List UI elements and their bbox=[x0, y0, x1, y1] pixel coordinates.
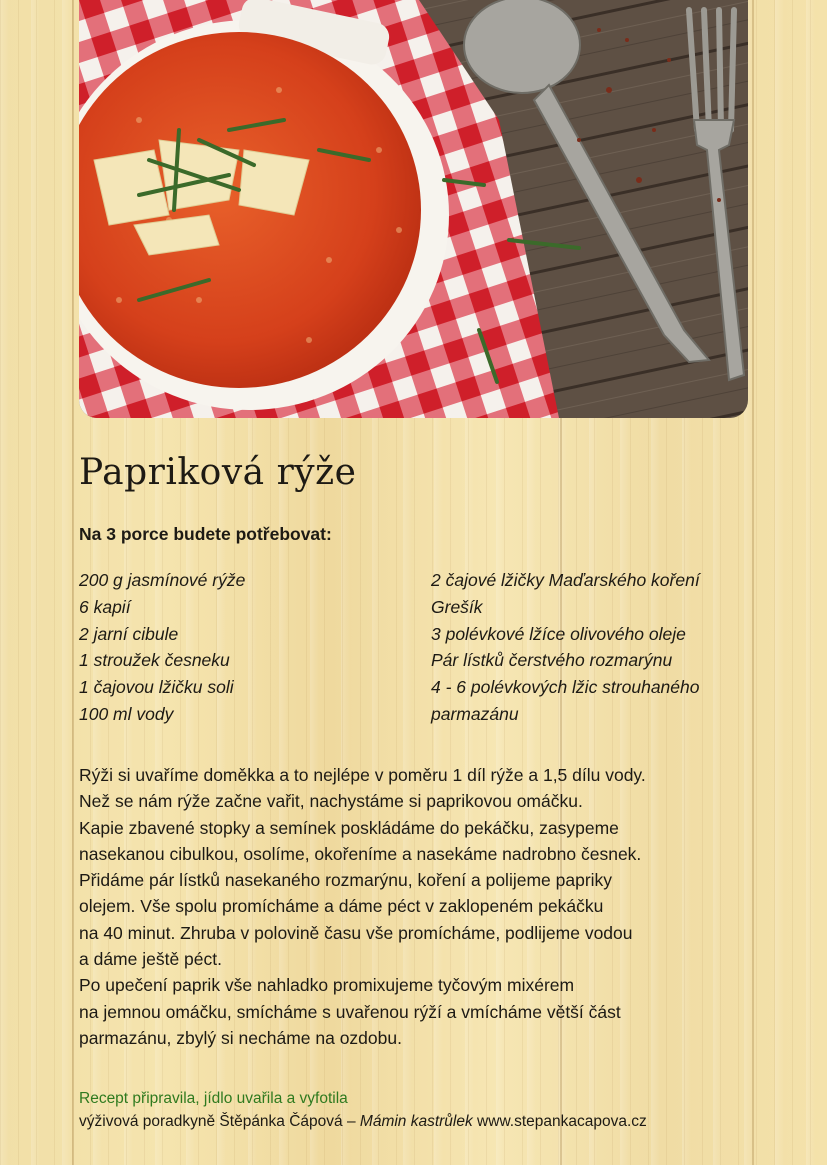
method-line: na 40 minut. Zhruba v polovině času vše promícháme, podlijeme vodou bbox=[79, 922, 633, 943]
website-link[interactable]: www.stepankacapova.cz bbox=[472, 1113, 647, 1130]
ingredient-item: 6 kapií bbox=[79, 596, 131, 617]
recipe-photo bbox=[79, 0, 748, 418]
recipe-title: Papriková rýže bbox=[79, 452, 357, 493]
ingredients-list-right bbox=[431, 567, 751, 728]
author-name: výživová poradkyně Štěpánka Čápová – bbox=[79, 1113, 360, 1130]
ingredient-item: Grešík bbox=[431, 596, 483, 617]
ingredient-item: 4 - 6 polévkových lžic strouhaného bbox=[431, 677, 700, 698]
ingredients-list-left bbox=[79, 567, 409, 728]
method-line: Po upečení paprik vše nahladko promixujeme tyčovým mixérem bbox=[79, 975, 575, 996]
method-line: nasekanou cibulkou, osolíme, okořeníme a nasekáme nadrobno česnek. bbox=[79, 843, 642, 864]
risotto-bowl-photo-icon bbox=[79, 0, 748, 418]
method-line: a dáme ještě péct. bbox=[79, 949, 222, 970]
blog-name: Mámin kastrůlek bbox=[359, 1113, 473, 1130]
method-line: parmazánu, zbylý si necháme na ozdobu. bbox=[79, 1027, 402, 1048]
ingredient-item: 2 čajové lžičky Maďarského koření bbox=[431, 570, 700, 590]
method-text bbox=[79, 762, 739, 1051]
ingredient-item: Pár lístků čerstvého rozmarýnu bbox=[431, 650, 673, 671]
method-line: Kapie zbavené stopky a semínek poskládáme do pekáčku, zasypeme bbox=[79, 817, 619, 838]
wood-plank-seam bbox=[752, 0, 754, 1165]
method-line: Přidáme pár lístků nasekaného rozmarýnu, koření a polijeme papriky bbox=[79, 870, 613, 891]
photo-credit: Recept připravila, jídlo uvařila a vyfotila bbox=[79, 1090, 348, 1107]
method-line: olejem. Vše spolu promícháme a dáme péct v zaklopeném pekáčku bbox=[79, 896, 604, 917]
ingredient-item: 100 ml vody bbox=[79, 703, 174, 724]
ingredient-item: parmazánu bbox=[431, 703, 519, 724]
wood-plank-seam bbox=[72, 0, 74, 1165]
method-line: Než se nám rýže začne vařit, nachystáme si paprikovou omáčku. bbox=[79, 791, 583, 812]
ingredient-item: 200 g jasmínové rýže bbox=[79, 570, 246, 590]
ingredient-item: 3 polévkové lžíce olivového oleje bbox=[431, 623, 686, 644]
author-line bbox=[79, 1113, 647, 1131]
ingredient-item: 2 jarní cibule bbox=[79, 623, 179, 644]
ingredients-heading: Na 3 porce budete potřebovat: bbox=[79, 524, 332, 544]
ingredient-item: 1 čajovou lžičku soli bbox=[79, 677, 234, 698]
method-line: Rýži si uvaříme doměkka a to nejlépe v poměru 1 díl rýže a 1,5 dílu vody. bbox=[79, 765, 646, 785]
ingredient-item: 1 stroužek česneku bbox=[79, 650, 230, 671]
method-line: na jemnou omáčku, smícháme s uvařenou rýží a vmícháme větší část bbox=[79, 1001, 621, 1022]
